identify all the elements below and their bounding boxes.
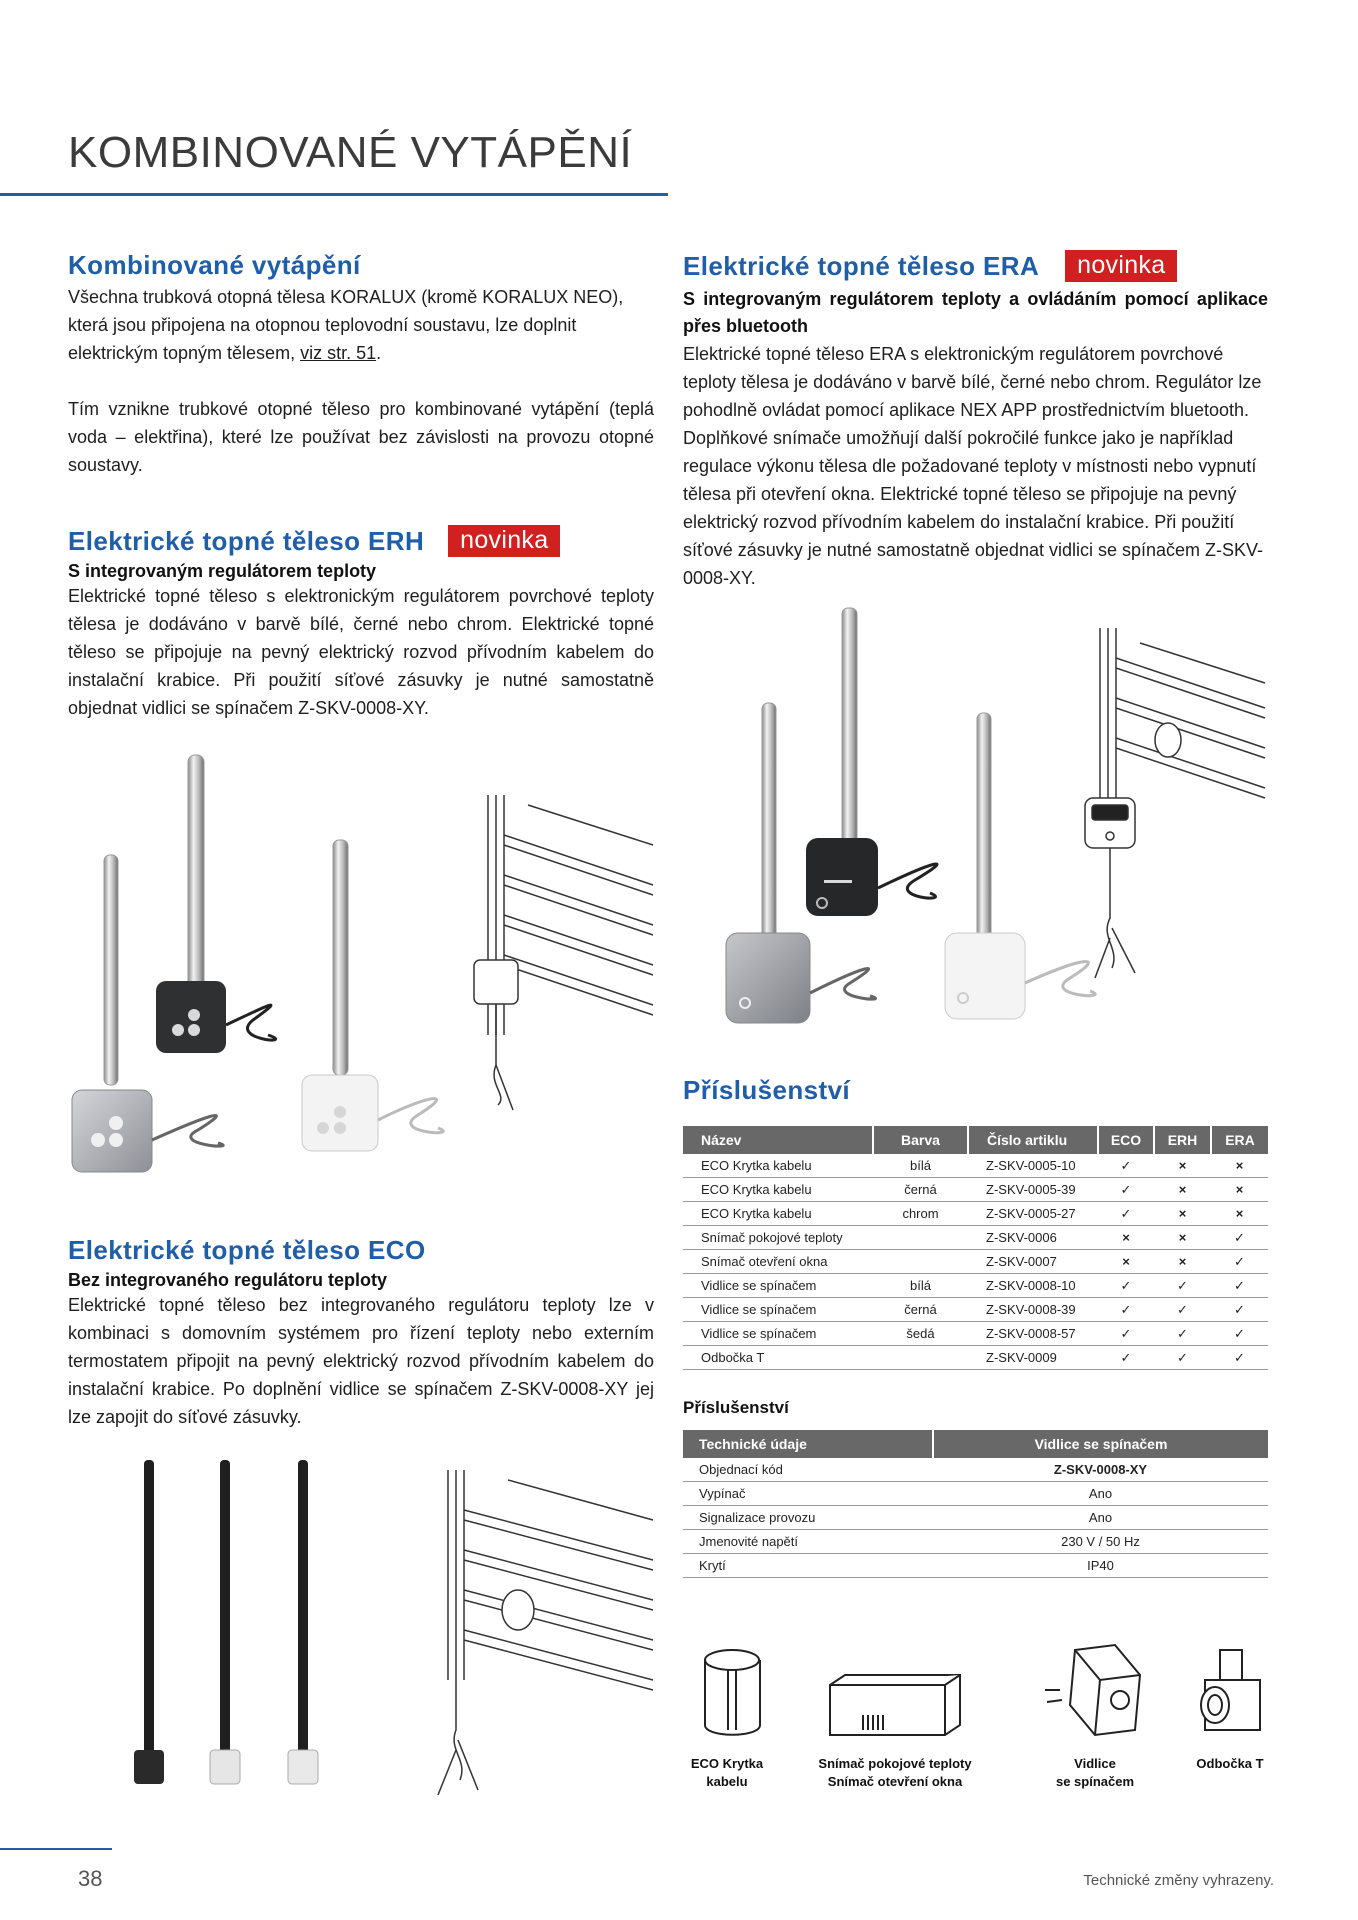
caption-line: Odbočka T bbox=[1196, 1756, 1264, 1771]
table-cell: bílá bbox=[873, 1274, 968, 1298]
cross-icon: × bbox=[1098, 1226, 1154, 1250]
check-icon: ✓ bbox=[1098, 1298, 1154, 1322]
page-number: 38 bbox=[78, 1866, 103, 1891]
table-row bbox=[683, 1298, 1268, 1322]
column-header: Barva bbox=[873, 1126, 968, 1154]
table-cell bbox=[873, 1226, 968, 1250]
cross-icon: × bbox=[1211, 1154, 1268, 1178]
table-cell: Vidlice se spínačem bbox=[683, 1298, 873, 1322]
table-cell: Z-SKV-0008-XY bbox=[933, 1458, 1268, 1482]
check-icon: ✓ bbox=[1154, 1346, 1211, 1370]
section-kombinovane bbox=[68, 250, 654, 479]
table-row bbox=[683, 1178, 1268, 1202]
paragraph-end: . bbox=[376, 343, 382, 363]
table-cell: ECO Krytka kabelu bbox=[683, 1154, 873, 1178]
table-cell: Z-SKV-0005-39 bbox=[968, 1178, 1098, 1202]
table-cell: Ano bbox=[933, 1482, 1268, 1506]
table-cell: Z-SKV-0007 bbox=[968, 1250, 1098, 1274]
table-row bbox=[683, 1322, 1268, 1346]
table-cell: šedá bbox=[873, 1322, 968, 1346]
page-link[interactable]: viz str. 51 bbox=[300, 343, 377, 363]
paragraph-text: Všechna trubková otopná tělesa KORALUX (kromě KORALUX NEO), která jsou připojena na otopnou teplovodní soustavu, lze doplnit elektrickým topným tělesem, bbox=[68, 287, 624, 363]
cross-icon: × bbox=[1154, 1250, 1211, 1274]
cross-icon: × bbox=[1154, 1226, 1211, 1250]
table-row bbox=[683, 1154, 1268, 1178]
table-cell: Z-SKV-0008-39 bbox=[968, 1298, 1098, 1322]
table-cell: černá bbox=[873, 1178, 968, 1202]
column-header: ERH bbox=[1154, 1126, 1211, 1154]
column-header: Název bbox=[683, 1126, 873, 1154]
table-cell: Vidlice se spínačem bbox=[683, 1322, 873, 1346]
table-row bbox=[683, 1458, 1268, 1482]
cable-cover-icon bbox=[690, 1640, 780, 1740]
table-cell: Vypínač bbox=[683, 1482, 933, 1506]
cross-icon: × bbox=[1211, 1202, 1268, 1226]
caption-sensors bbox=[805, 1755, 985, 1791]
table-row bbox=[683, 1202, 1268, 1226]
table-cell: Vidlice se spínačem bbox=[683, 1274, 873, 1298]
table-cell: Z-SKV-0008-10 bbox=[968, 1274, 1098, 1298]
table-row bbox=[683, 1506, 1268, 1530]
section-subheading: Bez integrovaného regulátoru teploty bbox=[68, 1270, 388, 1290]
paragraph: Elektrické topné těleso s elektronickým regulátorem povrchové teploty tělesa je dodáváno v barvě bílé, černé nebo chrom. Elektrické topné těleso se připojuje na pevný elektrický rozvod přívodním kabelem do instalační krabice. Při použití síťové zásuvky je nutné samostatně objednat vidlici se spínačem Z-SKV-0008-XY. bbox=[68, 586, 654, 718]
check-icon: ✓ bbox=[1154, 1274, 1211, 1298]
column-header: ERA bbox=[1211, 1126, 1268, 1154]
section-subheading: S integrovaným regulátorem teploty bbox=[68, 561, 377, 581]
section-heading: Elektrické topné těleso ERA bbox=[683, 250, 1040, 281]
check-icon: ✓ bbox=[1098, 1322, 1154, 1346]
caption-t-fitting bbox=[1180, 1755, 1280, 1773]
section-heading: Kombinované vytápění bbox=[68, 250, 361, 280]
caption-line: Snímač pokojové teploty bbox=[818, 1756, 972, 1771]
page-title: KOMBINOVANÉ VYTÁPĚNÍ bbox=[68, 128, 633, 177]
check-icon: ✓ bbox=[1211, 1298, 1268, 1322]
check-icon: ✓ bbox=[1211, 1250, 1268, 1274]
table-row bbox=[683, 1274, 1268, 1298]
column-header: Vidlice se spínačem bbox=[933, 1430, 1268, 1458]
table-cell: Objednací kód bbox=[683, 1458, 933, 1482]
section-eco bbox=[68, 1235, 654, 1431]
new-badge: novinka bbox=[448, 525, 560, 557]
table-cell: černá bbox=[873, 1298, 968, 1322]
check-icon: ✓ bbox=[1211, 1226, 1268, 1250]
table-cell bbox=[873, 1250, 968, 1274]
t-fitting-icon bbox=[1190, 1645, 1270, 1745]
table-cell: Snímač pokojové teploty bbox=[683, 1226, 873, 1250]
check-icon: ✓ bbox=[1098, 1274, 1154, 1298]
footer-note: Technické změny vyhrazeny. bbox=[1083, 1872, 1274, 1889]
check-icon: ✓ bbox=[1154, 1322, 1211, 1346]
table-header-row bbox=[683, 1126, 1268, 1154]
check-icon: ✓ bbox=[1098, 1178, 1154, 1202]
table-cell: ECO Krytka kabelu bbox=[683, 1202, 873, 1226]
paragraph: Elektrické topné těleso bez integrovaného regulátoru teploty lze v kombinaci s domovním systémem pro řízení teploty nebo externím termostatem připojit na pevný elektrický rozvod přívodním kabelem do instalační krabice. Po doplnění vidlice se spínačem Z-SKV-0008-XY jej lze zapojit do síťové zásuvky. bbox=[68, 1295, 654, 1427]
table-cell: Z-SKV-0005-10 bbox=[968, 1154, 1098, 1178]
paragraph: Tím vznikne trubkové otopné těleso pro kombinované vytápění (teplá voda – elektřina), které lze používat bez závislosti na provozu otopné soustavy. bbox=[68, 399, 654, 475]
table-cell: chrom bbox=[873, 1202, 968, 1226]
caption-plug-switch bbox=[1035, 1755, 1155, 1791]
table-cell: 230 V / 50 Hz bbox=[933, 1530, 1268, 1554]
tech-table bbox=[683, 1430, 1268, 1578]
table-cell: Snímač otevření okna bbox=[683, 1250, 873, 1274]
plug-switch-icon bbox=[1040, 1635, 1150, 1745]
table-cell: ECO Krytka kabelu bbox=[683, 1178, 873, 1202]
section-era bbox=[683, 250, 1268, 592]
check-icon: ✓ bbox=[1211, 1322, 1268, 1346]
paragraph bbox=[68, 283, 632, 367]
table-cell: IP40 bbox=[933, 1554, 1268, 1578]
cross-icon: × bbox=[1154, 1178, 1211, 1202]
table-header-row bbox=[683, 1430, 1268, 1458]
column-header: Technické údaje bbox=[683, 1430, 933, 1458]
table-row bbox=[683, 1554, 1268, 1578]
check-icon: ✓ bbox=[1211, 1274, 1268, 1298]
tech-heading: Příslušenství bbox=[683, 1398, 789, 1417]
room-sensor-icon bbox=[825, 1670, 965, 1740]
cross-icon: × bbox=[1098, 1250, 1154, 1274]
check-icon: ✓ bbox=[1098, 1154, 1154, 1178]
check-icon: ✓ bbox=[1098, 1202, 1154, 1226]
table-cell: Signalizace provozu bbox=[683, 1506, 933, 1530]
section-heading: Elektrické topné těleso ECO bbox=[68, 1235, 426, 1265]
new-badge: novinka bbox=[1065, 250, 1177, 282]
check-icon: ✓ bbox=[1098, 1346, 1154, 1370]
column-header: Číslo artiklu bbox=[968, 1126, 1098, 1154]
era-product-image bbox=[700, 598, 1270, 1038]
caption-cable-cover bbox=[672, 1755, 782, 1791]
table-cell: Z-SKV-0009 bbox=[968, 1346, 1098, 1370]
paragraph: Elektrické topné těleso ERA s elektronickým regulátorem povrchové teploty tělesa je dodáváno v barvě bílé, černé nebo chrom. Regulátor lze pohodlně ovládat pomocí aplikace NEX APP prostřednictvím bluetooth. Doplňkové snímače umožňují další pokročilé funkce jako je například regulace výkonu tělesa dle požadované teploty v místnosti nebo vypnutí tělesa při otevření okna. Elektrické topné těleso se připojuje na pevný elektrický rozvod přívodním kabelem do instalační krabice. Při použití síťové zásuvky je nutné samostatně objednat vidlici se spínačem Z-SKV-0008-XY. bbox=[683, 344, 1264, 588]
table-cell: Jmenovité napětí bbox=[683, 1530, 933, 1554]
cross-icon: × bbox=[1211, 1178, 1268, 1202]
section-erh bbox=[68, 525, 654, 722]
table-cell bbox=[873, 1346, 968, 1370]
table-row bbox=[683, 1226, 1268, 1250]
cross-icon: × bbox=[1154, 1154, 1211, 1178]
table-cell: bílá bbox=[873, 1154, 968, 1178]
table-cell: Z-SKV-0005-27 bbox=[968, 1202, 1098, 1226]
table-cell: Ano bbox=[933, 1506, 1268, 1530]
column-header: ECO bbox=[1098, 1126, 1154, 1154]
caption-line: ECO Krytka bbox=[690, 1756, 764, 1771]
table-cell: Krytí bbox=[683, 1554, 933, 1578]
cross-icon: × bbox=[1154, 1202, 1211, 1226]
table-cell: Odbočka T bbox=[683, 1346, 873, 1370]
erh-product-image bbox=[68, 745, 658, 1190]
section-heading: Elektrické topné těleso ERH bbox=[68, 525, 425, 556]
table-cell: Z-SKV-0006 bbox=[968, 1226, 1098, 1250]
eco-product-image bbox=[68, 1450, 658, 1810]
table-cell: Z-SKV-0008-57 bbox=[968, 1322, 1098, 1346]
check-icon: ✓ bbox=[1211, 1346, 1268, 1370]
caption-line: kabelu bbox=[706, 1774, 748, 1789]
table-row bbox=[683, 1530, 1268, 1554]
table-row bbox=[683, 1482, 1268, 1506]
footer-rule bbox=[0, 1848, 112, 1850]
section-subheading: S integrovaným regulátorem teploty a ovládáním pomocí aplikace přes bluetooth bbox=[683, 289, 1268, 336]
accessories-table bbox=[683, 1126, 1268, 1370]
table-row bbox=[683, 1346, 1268, 1370]
caption-line: Vidlice bbox=[1074, 1756, 1116, 1771]
table-row bbox=[683, 1250, 1268, 1274]
accessories-heading: Příslušenství bbox=[683, 1075, 851, 1105]
caption-line: Snímač otevření okna bbox=[827, 1774, 963, 1789]
caption-line: se spínačem bbox=[1055, 1774, 1135, 1789]
title-rule bbox=[0, 193, 668, 196]
check-icon: ✓ bbox=[1154, 1298, 1211, 1322]
